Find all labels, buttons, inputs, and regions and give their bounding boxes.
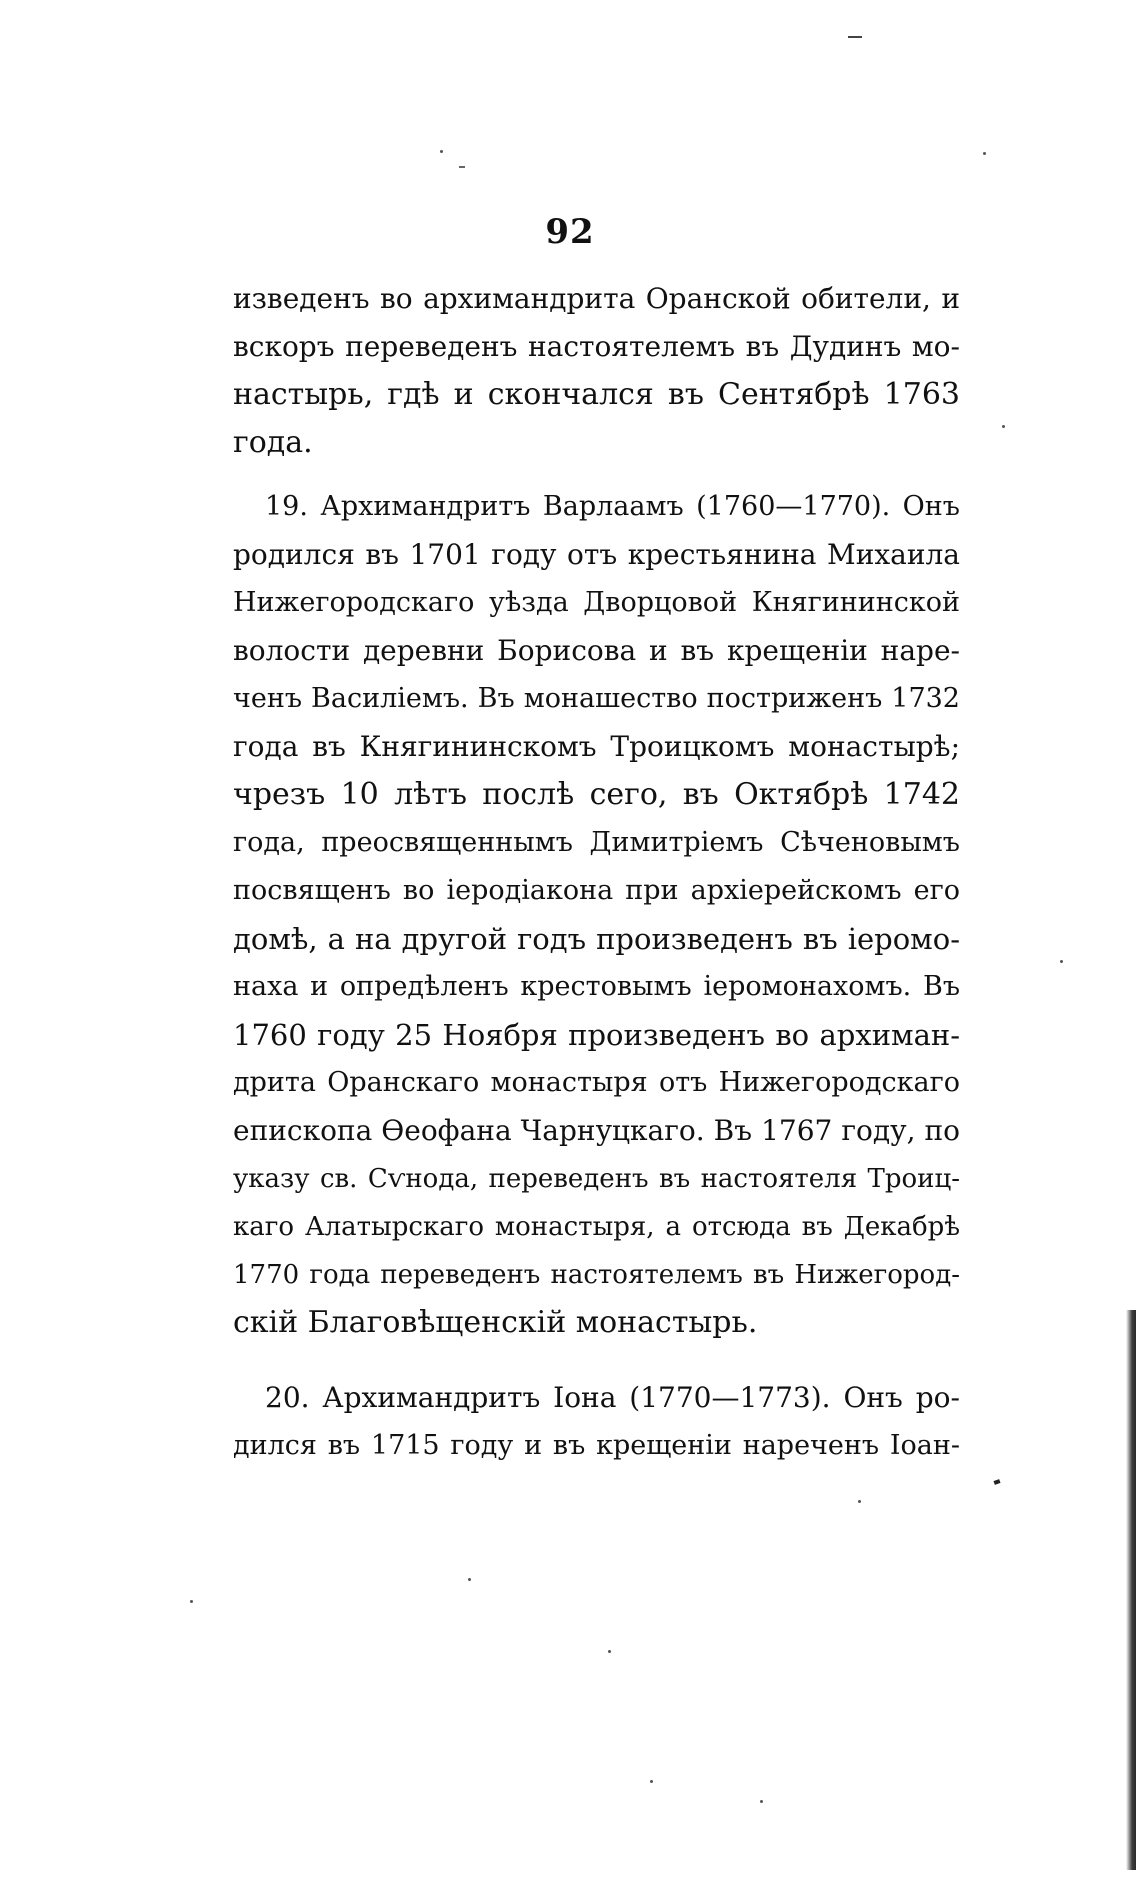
scan-speck (440, 150, 443, 153)
text-line: домѣ, а на другой годъ произведенъ въ іеромо- (233, 922, 960, 956)
text-line: 1770 года переведенъ настоятелемъ въ Нижегород- (233, 1260, 960, 1290)
text-line: вскоръ переведенъ настоятелемъ въ Дудинъ мо- (233, 330, 960, 363)
paragraph (233, 483, 960, 1347)
text-line: года. (233, 425, 313, 460)
paragraph (233, 275, 960, 467)
text-line: 20. Архимандритъ Іона (1770—1773). Онъ ро- (265, 1381, 960, 1414)
scan-mark (459, 166, 465, 168)
text-line: родился въ 1701 году отъ крестьянина Михаила (233, 538, 960, 571)
text-line: дрита Оранскаго монастыря отъ Нижегородскаго (233, 1067, 960, 1098)
page-number: 92 (545, 212, 595, 252)
text-line: посвященъ во іеродіакона при архіерейскомъ его (233, 875, 960, 906)
scan-mark (993, 1479, 1000, 1485)
text-line: каго Алатырскаго монастыря, а отсюда въ Декабрѣ (233, 1212, 960, 1242)
paragraph (233, 1374, 960, 1470)
text-line: изведенъ во архимандрита Оранской обители, и (233, 282, 960, 315)
scan-mark (848, 36, 862, 38)
text-line: настырь, гдѣ и скончался въ Сентябрѣ 1763 (233, 377, 960, 412)
scan-speck (1002, 425, 1005, 428)
text-line: волости деревни Борисова и въ крещеніи наре- (233, 634, 960, 667)
scan-speck (858, 1500, 861, 1503)
scan-speck (650, 1780, 653, 1783)
text-line: 1760 году 25 Ноября произведенъ во архиман- (233, 1018, 960, 1052)
scan-speck (468, 1578, 471, 1581)
scan-speck (760, 1800, 763, 1803)
text-line: Нижегородскаго уѣзда Дворцовой Княгининской (233, 587, 960, 618)
text-line: года, преосвященнымъ Димитріемъ Сѣченовымъ (233, 827, 960, 858)
text-line: наха и опредѣленъ крестовымъ іеромонахомъ. Въ (233, 971, 960, 1002)
page-edge-shadow (1126, 1310, 1136, 1870)
text-line: ченъ Василіемъ. Въ монашество постриженъ 1732 (233, 683, 960, 714)
text-line: 19. Архимандритъ Варлаамъ (1760—1770). Онъ (265, 491, 960, 522)
scan-speck (983, 152, 986, 155)
scan-speck (1060, 960, 1063, 963)
text-line: епископа Ѳеофана Чарнуцкаго. Въ 1767 году, по (233, 1114, 960, 1147)
text-line: указу св. Сѵнода, переведенъ въ настоятеля Троиц- (233, 1164, 960, 1194)
text-line: дился въ 1715 году и въ крещеніи нареченъ Іоан- (233, 1430, 960, 1461)
text-line: чрезъ 10 лѣтъ послѣ сего, въ Октябрѣ 1742 (233, 777, 960, 812)
scan-speck (190, 1600, 193, 1603)
scan-speck (608, 1650, 611, 1653)
text-line: года въ Княгининскомъ Троицкомъ монастырѣ; (233, 730, 960, 763)
text-line: скій Благовѣщенскій монастырь. (233, 1305, 758, 1340)
